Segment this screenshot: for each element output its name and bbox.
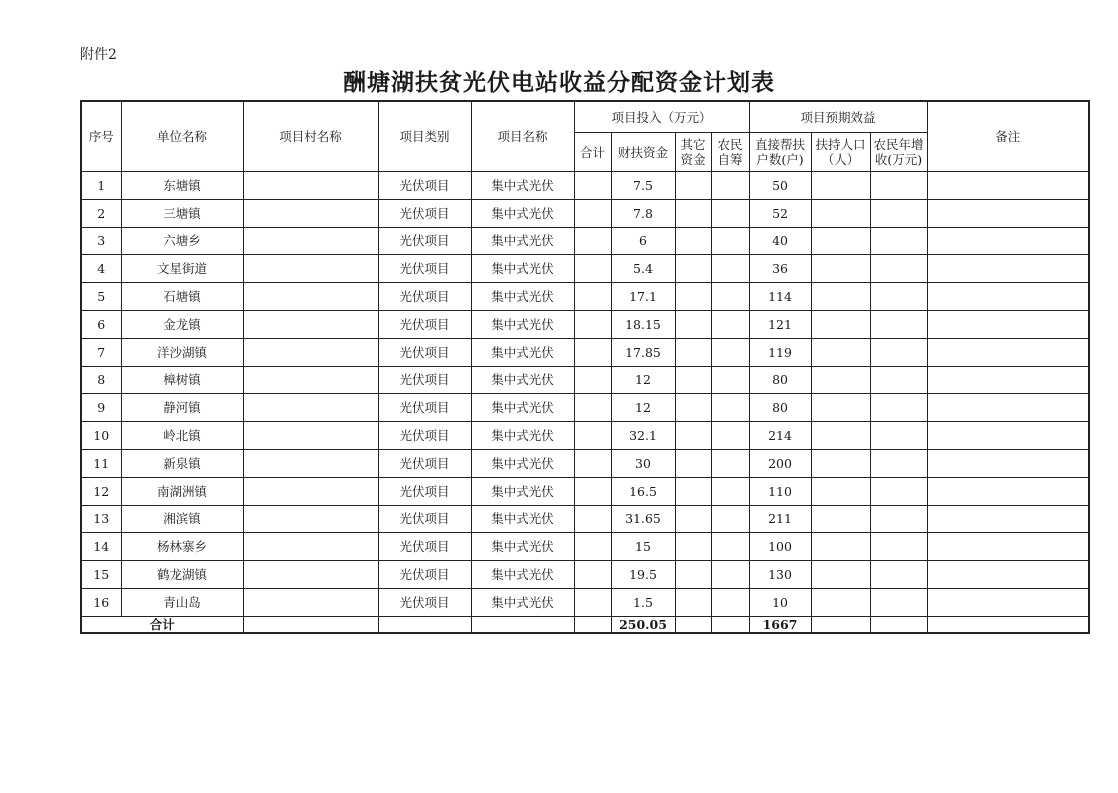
- cell-other-fund: [675, 561, 711, 589]
- cell-unit-name: 新泉镇: [121, 449, 243, 477]
- cell-other-fund: [675, 394, 711, 422]
- cell-other-fund: [675, 310, 711, 338]
- cell-total: [574, 422, 611, 450]
- cell-households: 52: [749, 199, 811, 227]
- cell-supported-people: [811, 199, 870, 227]
- cell-village-name: [243, 199, 378, 227]
- cell-farmer-self-raised: [711, 422, 749, 450]
- header-supported-people: 扶持人口（人）: [811, 133, 870, 172]
- cell-remarks: [927, 172, 1089, 200]
- cell-total: [574, 505, 611, 533]
- cell-households: 80: [749, 394, 811, 422]
- cell-remarks: [927, 338, 1089, 366]
- header-unit-name: 单位名称: [121, 101, 243, 172]
- header-benefit-group: 项目预期效益: [749, 101, 927, 133]
- cell-unit-name: 湘滨镇: [121, 505, 243, 533]
- cell-project-category: 光伏项目: [378, 422, 471, 450]
- cell-households: 121: [749, 310, 811, 338]
- cell-seq: 10: [81, 422, 121, 450]
- header-total: 合计: [574, 133, 611, 172]
- cell-village-name: [243, 283, 378, 311]
- summary-poverty-fund: 250.05: [611, 616, 675, 633]
- cell-total: [574, 561, 611, 589]
- cell-remarks: [927, 199, 1089, 227]
- cell-farmer-self-raised: [711, 505, 749, 533]
- cell-other-fund: [675, 199, 711, 227]
- cell-total: [574, 366, 611, 394]
- cell-remarks: [927, 533, 1089, 561]
- cell-other-fund: [675, 172, 711, 200]
- cell-seq: 4: [81, 255, 121, 283]
- cell-seq: 16: [81, 588, 121, 616]
- cell-remarks: [927, 561, 1089, 589]
- cell-remarks: [927, 283, 1089, 311]
- cell-poverty-fund: 30: [611, 449, 675, 477]
- cell-seq: 2: [81, 199, 121, 227]
- header-investment-group: 项目投入（万元）: [574, 101, 749, 133]
- cell-poverty-fund: 32.1: [611, 422, 675, 450]
- cell-village-name: [243, 172, 378, 200]
- cell-remarks: [927, 505, 1089, 533]
- table-row: [81, 505, 1089, 533]
- cell-income-increase: [870, 338, 927, 366]
- cell-remarks: [927, 477, 1089, 505]
- cell-poverty-fund: 12: [611, 366, 675, 394]
- summary-people-cell: [811, 616, 870, 633]
- cell-remarks: [927, 310, 1089, 338]
- cell-poverty-fund: 6: [611, 227, 675, 255]
- cell-households: 119: [749, 338, 811, 366]
- summary-total-cell: [574, 616, 611, 633]
- header-village-name: 项目村名称: [243, 101, 378, 172]
- cell-poverty-fund: 5.4: [611, 255, 675, 283]
- cell-households: 200: [749, 449, 811, 477]
- cell-farmer-self-raised: [711, 449, 749, 477]
- cell-village-name: [243, 422, 378, 450]
- cell-poverty-fund: 7.5: [611, 172, 675, 200]
- cell-village-name: [243, 533, 378, 561]
- cell-unit-name: 青山岛: [121, 588, 243, 616]
- cell-households: 10: [749, 588, 811, 616]
- cell-remarks: [927, 227, 1089, 255]
- cell-poverty-fund: 17.85: [611, 338, 675, 366]
- cell-households: 40: [749, 227, 811, 255]
- cell-unit-name: 文星街道: [121, 255, 243, 283]
- cell-households: 130: [749, 561, 811, 589]
- table-row: [81, 561, 1089, 589]
- cell-remarks: [927, 394, 1089, 422]
- cell-supported-people: [811, 338, 870, 366]
- cell-poverty-fund: 31.65: [611, 505, 675, 533]
- document-title: 酬塘湖扶贫光伏电站收益分配资金计划表: [343, 69, 775, 96]
- cell-remarks: [927, 588, 1089, 616]
- summary-row: [81, 616, 1089, 633]
- cell-total: [574, 172, 611, 200]
- attachment-label: 附件2: [80, 47, 117, 63]
- header-project-category: 项目类别: [378, 101, 471, 172]
- table-row: [81, 255, 1089, 283]
- cell-remarks: [927, 422, 1089, 450]
- cell-income-increase: [870, 394, 927, 422]
- cell-farmer-self-raised: [711, 172, 749, 200]
- cell-other-fund: [675, 505, 711, 533]
- cell-unit-name: 静河镇: [121, 394, 243, 422]
- cell-households: 211: [749, 505, 811, 533]
- header-poverty-fund: 财扶资金: [611, 133, 675, 172]
- cell-households: 114: [749, 283, 811, 311]
- table-row: [81, 449, 1089, 477]
- summary-self-cell: [711, 616, 749, 633]
- cell-poverty-fund: 19.5: [611, 561, 675, 589]
- cell-village-name: [243, 505, 378, 533]
- cell-farmer-self-raised: [711, 561, 749, 589]
- header-project-name: 项目名称: [471, 101, 574, 172]
- cell-project-category: 光伏项目: [378, 283, 471, 311]
- cell-farmer-self-raised: [711, 283, 749, 311]
- cell-other-fund: [675, 227, 711, 255]
- cell-total: [574, 477, 611, 505]
- cell-village-name: [243, 310, 378, 338]
- cell-unit-name: 樟树镇: [121, 366, 243, 394]
- cell-project-name: 集中式光伏: [471, 227, 574, 255]
- cell-income-increase: [870, 533, 927, 561]
- cell-project-category: 光伏项目: [378, 310, 471, 338]
- cell-seq: 3: [81, 227, 121, 255]
- header-row-top: [81, 101, 1089, 133]
- cell-project-category: 光伏项目: [378, 394, 471, 422]
- cell-project-category: 光伏项目: [378, 199, 471, 227]
- summary-category-cell: [378, 616, 471, 633]
- cell-seq: 9: [81, 394, 121, 422]
- cell-project-category: 光伏项目: [378, 505, 471, 533]
- header-farmer-self-raised: 农民自筹: [711, 133, 749, 172]
- cell-households: 110: [749, 477, 811, 505]
- cell-total: [574, 255, 611, 283]
- cell-farmer-self-raised: [711, 533, 749, 561]
- cell-project-name: 集中式光伏: [471, 505, 574, 533]
- cell-project-name: 集中式光伏: [471, 172, 574, 200]
- cell-total: [574, 533, 611, 561]
- table-row: [81, 366, 1089, 394]
- summary-project-cell: [471, 616, 574, 633]
- cell-project-category: 光伏项目: [378, 477, 471, 505]
- cell-households: 36: [749, 255, 811, 283]
- cell-other-fund: [675, 283, 711, 311]
- cell-poverty-fund: 1.5: [611, 588, 675, 616]
- cell-village-name: [243, 366, 378, 394]
- cell-remarks: [927, 366, 1089, 394]
- cell-project-name: 集中式光伏: [471, 338, 574, 366]
- cell-income-increase: [870, 283, 927, 311]
- cell-supported-people: [811, 394, 870, 422]
- cell-other-fund: [675, 533, 711, 561]
- summary-income-cell: [870, 616, 927, 633]
- cell-supported-people: [811, 227, 870, 255]
- cell-seq: 14: [81, 533, 121, 561]
- cell-seq: 15: [81, 561, 121, 589]
- cell-income-increase: [870, 199, 927, 227]
- cell-farmer-self-raised: [711, 227, 749, 255]
- cell-project-name: 集中式光伏: [471, 255, 574, 283]
- cell-supported-people: [811, 533, 870, 561]
- table-row: [81, 338, 1089, 366]
- summary-label: 合计: [81, 616, 243, 633]
- cell-project-name: 集中式光伏: [471, 422, 574, 450]
- cell-supported-people: [811, 477, 870, 505]
- cell-supported-people: [811, 366, 870, 394]
- cell-poverty-fund: 12: [611, 394, 675, 422]
- cell-unit-name: 南湖洲镇: [121, 477, 243, 505]
- table-row: [81, 422, 1089, 450]
- cell-seq: 12: [81, 477, 121, 505]
- cell-households: 50: [749, 172, 811, 200]
- cell-seq: 7: [81, 338, 121, 366]
- cell-other-fund: [675, 588, 711, 616]
- cell-income-increase: [870, 505, 927, 533]
- cell-income-increase: [870, 172, 927, 200]
- cell-village-name: [243, 561, 378, 589]
- cell-project-name: 集中式光伏: [471, 310, 574, 338]
- cell-project-name: 集中式光伏: [471, 561, 574, 589]
- summary-other-cell: [675, 616, 711, 633]
- cell-supported-people: [811, 449, 870, 477]
- cell-income-increase: [870, 588, 927, 616]
- cell-total: [574, 310, 611, 338]
- cell-unit-name: 三塘镇: [121, 199, 243, 227]
- cell-total: [574, 283, 611, 311]
- cell-remarks: [927, 255, 1089, 283]
- header-other-fund: 其它资金: [675, 133, 711, 172]
- cell-unit-name: 东塘镇: [121, 172, 243, 200]
- cell-farmer-self-raised: [711, 199, 749, 227]
- cell-village-name: [243, 394, 378, 422]
- cell-project-category: 光伏项目: [378, 338, 471, 366]
- cell-village-name: [243, 255, 378, 283]
- cell-other-fund: [675, 477, 711, 505]
- cell-income-increase: [870, 561, 927, 589]
- cell-project-category: 光伏项目: [378, 227, 471, 255]
- cell-project-name: 集中式光伏: [471, 283, 574, 311]
- header-households: 直接帮扶户数(户): [749, 133, 811, 172]
- summary-remark-cell: [927, 616, 1089, 633]
- cell-village-name: [243, 588, 378, 616]
- table-row: [81, 172, 1089, 200]
- table-row: [81, 283, 1089, 311]
- cell-farmer-self-raised: [711, 255, 749, 283]
- cell-seq: 8: [81, 366, 121, 394]
- cell-unit-name: 石塘镇: [121, 283, 243, 311]
- cell-farmer-self-raised: [711, 338, 749, 366]
- cell-project-category: 光伏项目: [378, 561, 471, 589]
- cell-village-name: [243, 449, 378, 477]
- fund-allocation-table: [80, 100, 1090, 634]
- header-income-increase: 农民年增收(万元): [870, 133, 927, 172]
- cell-poverty-fund: 16.5: [611, 477, 675, 505]
- cell-poverty-fund: 18.15: [611, 310, 675, 338]
- cell-seq: 5: [81, 283, 121, 311]
- cell-total: [574, 588, 611, 616]
- cell-unit-name: 金龙镇: [121, 310, 243, 338]
- cell-farmer-self-raised: [711, 366, 749, 394]
- cell-supported-people: [811, 422, 870, 450]
- summary-village-cell: [243, 616, 378, 633]
- cell-project-name: 集中式光伏: [471, 533, 574, 561]
- cell-project-category: 光伏项目: [378, 366, 471, 394]
- cell-unit-name: 杨林寨乡: [121, 533, 243, 561]
- cell-supported-people: [811, 255, 870, 283]
- cell-remarks: [927, 449, 1089, 477]
- cell-income-increase: [870, 366, 927, 394]
- cell-project-name: 集中式光伏: [471, 366, 574, 394]
- cell-project-category: 光伏项目: [378, 449, 471, 477]
- header-seq: 序号: [81, 101, 121, 172]
- cell-income-increase: [870, 422, 927, 450]
- cell-seq: 13: [81, 505, 121, 533]
- cell-project-name: 集中式光伏: [471, 449, 574, 477]
- cell-farmer-self-raised: [711, 394, 749, 422]
- cell-poverty-fund: 7.8: [611, 199, 675, 227]
- cell-supported-people: [811, 310, 870, 338]
- cell-other-fund: [675, 422, 711, 450]
- cell-project-category: 光伏项目: [378, 172, 471, 200]
- header-remarks: 备注: [927, 101, 1089, 172]
- cell-farmer-self-raised: [711, 477, 749, 505]
- cell-supported-people: [811, 561, 870, 589]
- table-row: [81, 394, 1089, 422]
- cell-farmer-self-raised: [711, 310, 749, 338]
- cell-project-name: 集中式光伏: [471, 588, 574, 616]
- cell-income-increase: [870, 255, 927, 283]
- cell-supported-people: [811, 505, 870, 533]
- cell-poverty-fund: 17.1: [611, 283, 675, 311]
- table-row: [81, 199, 1089, 227]
- table-row: [81, 477, 1089, 505]
- cell-village-name: [243, 477, 378, 505]
- table-row: [81, 227, 1089, 255]
- cell-households: 100: [749, 533, 811, 561]
- cell-other-fund: [675, 338, 711, 366]
- cell-seq: 1: [81, 172, 121, 200]
- cell-project-category: 光伏项目: [378, 588, 471, 616]
- cell-poverty-fund: 15: [611, 533, 675, 561]
- cell-supported-people: [811, 283, 870, 311]
- summary-households: 1667: [749, 616, 811, 633]
- cell-seq: 11: [81, 449, 121, 477]
- cell-income-increase: [870, 477, 927, 505]
- cell-other-fund: [675, 255, 711, 283]
- cell-unit-name: 鹤龙湖镇: [121, 561, 243, 589]
- cell-project-name: 集中式光伏: [471, 394, 574, 422]
- cell-total: [574, 449, 611, 477]
- cell-supported-people: [811, 172, 870, 200]
- cell-project-name: 集中式光伏: [471, 477, 574, 505]
- table-body: [81, 172, 1089, 617]
- cell-supported-people: [811, 588, 870, 616]
- cell-seq: 6: [81, 310, 121, 338]
- cell-total: [574, 227, 611, 255]
- cell-households: 214: [749, 422, 811, 450]
- table-row: [81, 533, 1089, 561]
- cell-other-fund: [675, 449, 711, 477]
- cell-unit-name: 岭北镇: [121, 422, 243, 450]
- cell-total: [574, 394, 611, 422]
- cell-households: 80: [749, 366, 811, 394]
- cell-unit-name: 六塘乡: [121, 227, 243, 255]
- cell-income-increase: [870, 449, 927, 477]
- cell-village-name: [243, 338, 378, 366]
- cell-project-name: 集中式光伏: [471, 199, 574, 227]
- cell-total: [574, 199, 611, 227]
- cell-project-category: 光伏项目: [378, 255, 471, 283]
- table-row: [81, 588, 1089, 616]
- cell-village-name: [243, 227, 378, 255]
- cell-project-category: 光伏项目: [378, 533, 471, 561]
- cell-income-increase: [870, 227, 927, 255]
- cell-other-fund: [675, 366, 711, 394]
- cell-farmer-self-raised: [711, 588, 749, 616]
- cell-income-increase: [870, 310, 927, 338]
- cell-unit-name: 洋沙湖镇: [121, 338, 243, 366]
- cell-total: [574, 338, 611, 366]
- table-row: [81, 310, 1089, 338]
